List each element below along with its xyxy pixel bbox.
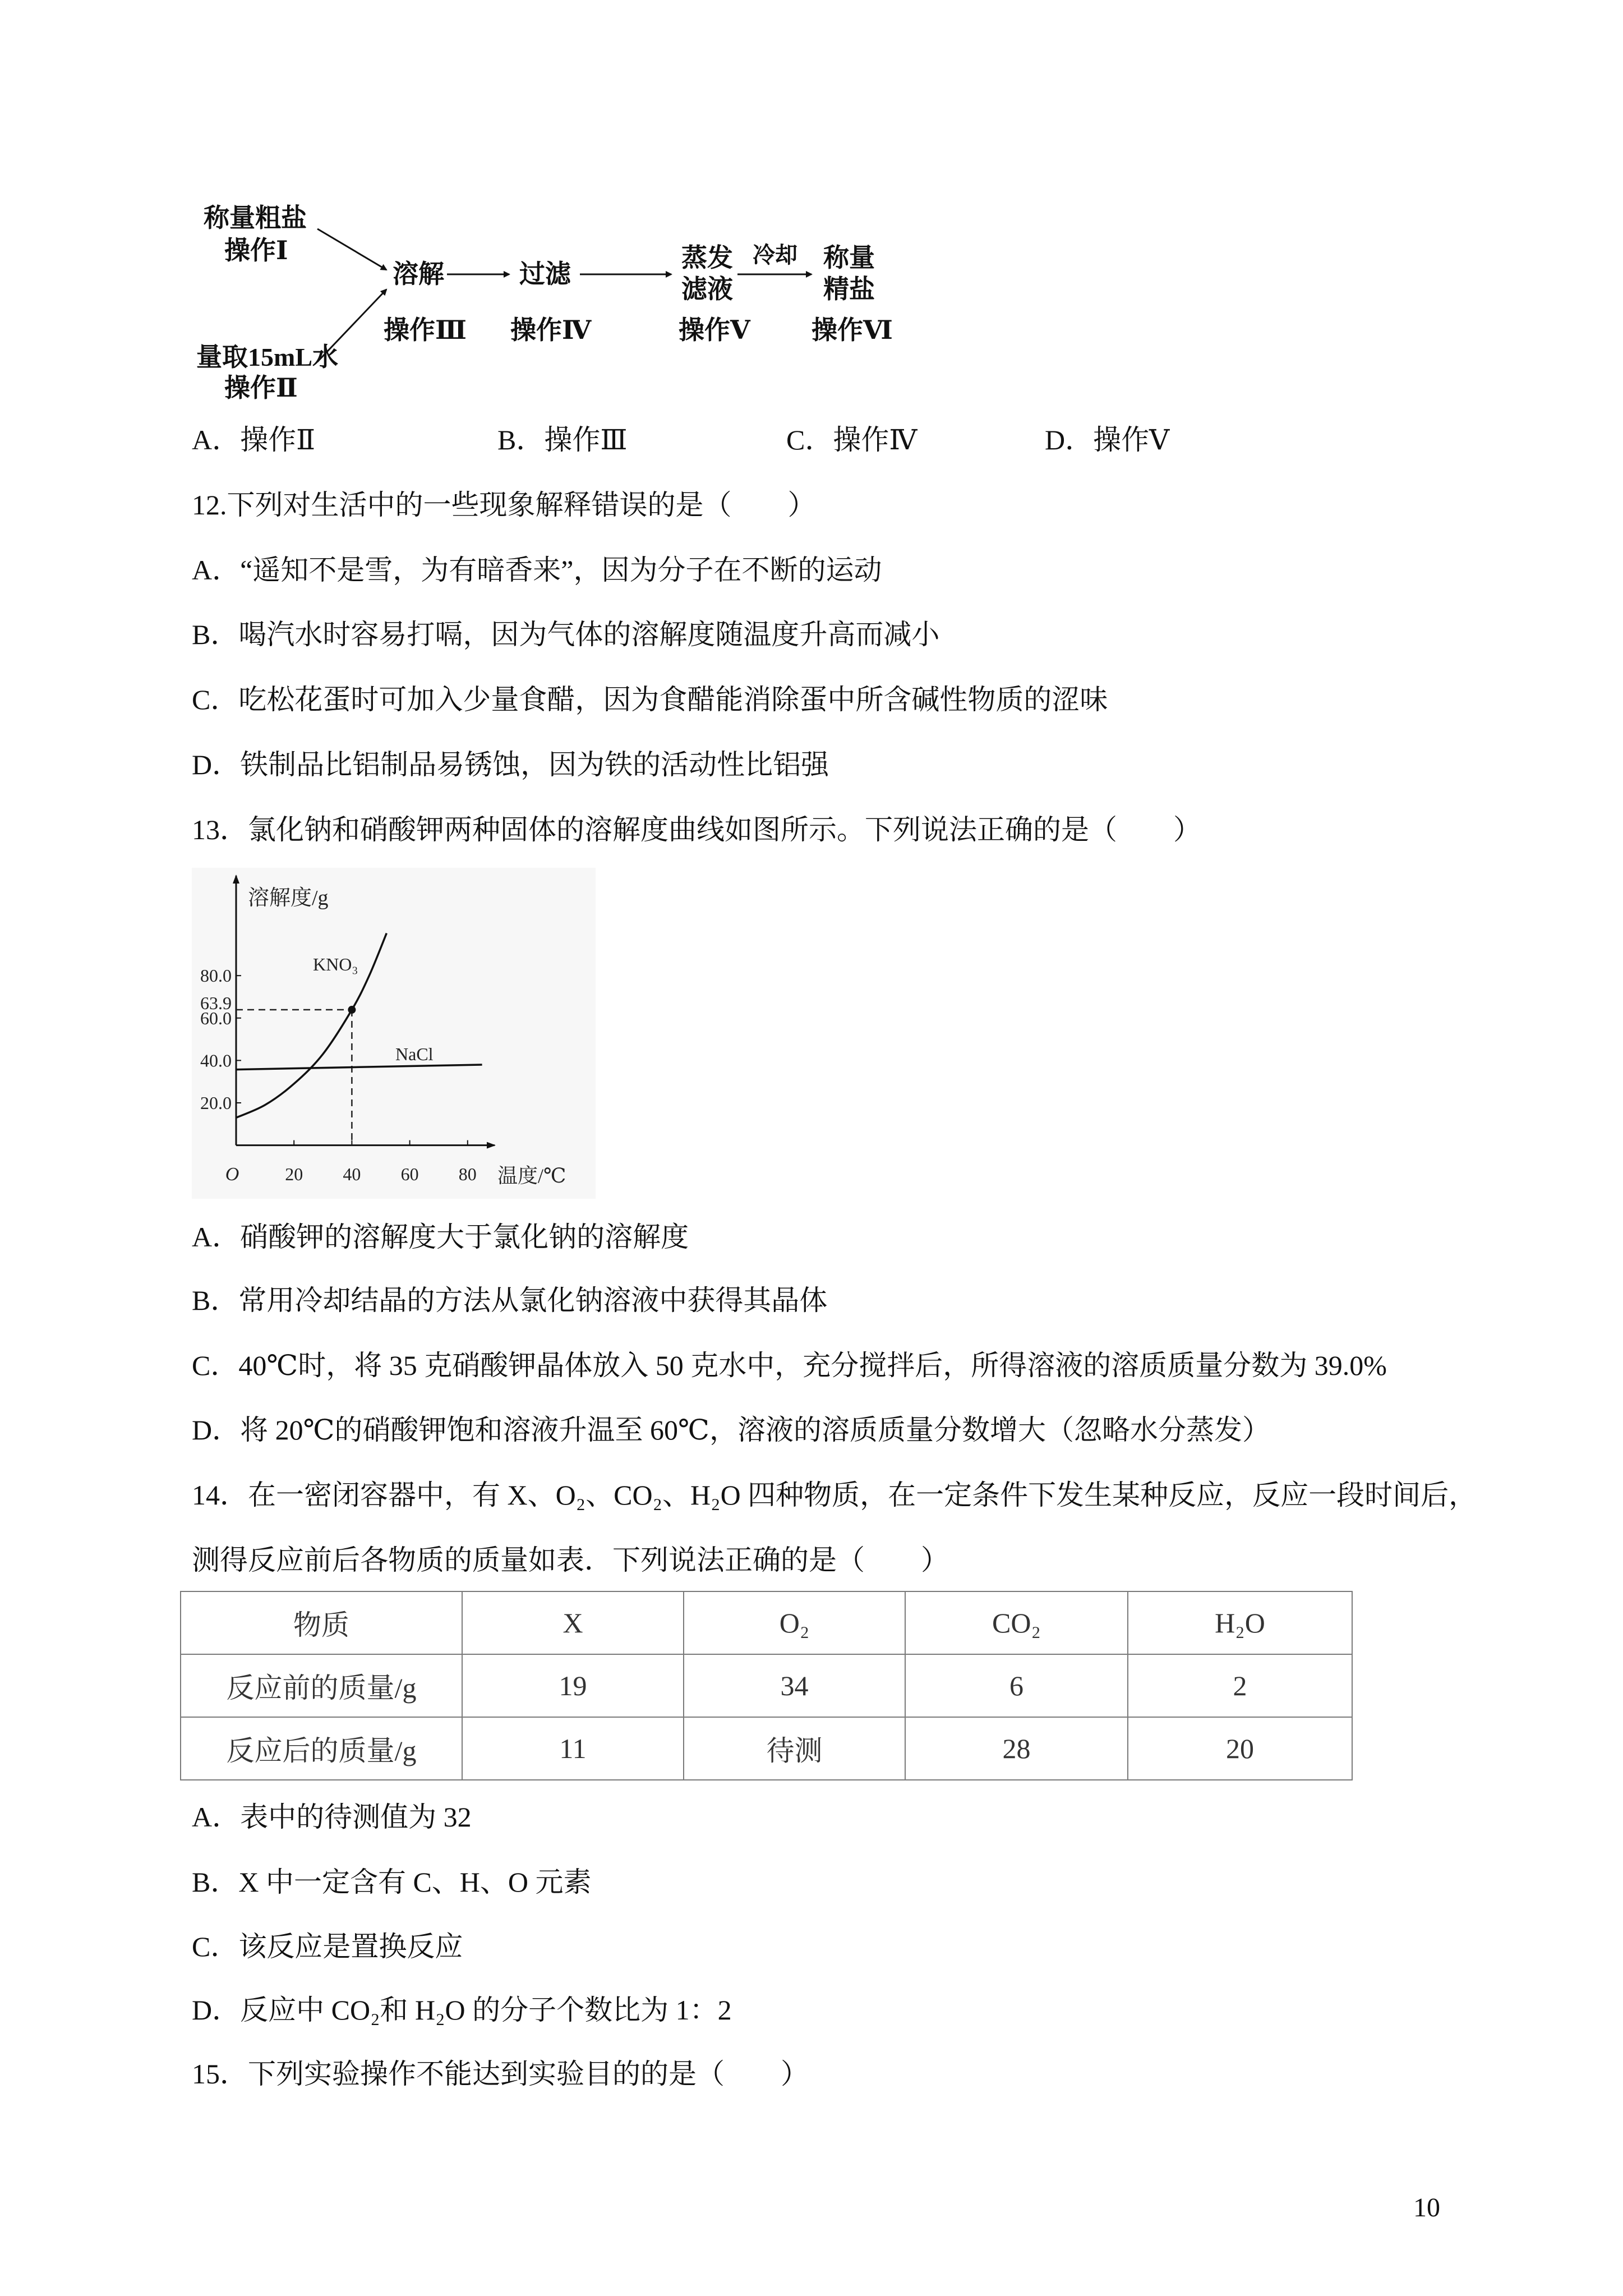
table-header-row [181,1591,1352,1654]
q13-option-a: A．硝酸钾的溶解度大于氯化钠的溶解度 [192,1221,689,1253]
q12-option-d: D．铁制品比铝制品易锈蚀，因为铁的活动性比铝强 [192,749,829,780]
y-tick-label: 20.0 [200,1093,232,1113]
q14-option-b: B．X 中一定含有 C、H、O 元素 [192,1866,592,1898]
x-tick-label: 40 [343,1164,361,1184]
q11-option-d: D．操作Ⅴ [1045,424,1170,455]
mass-table [180,1591,1353,1780]
table-header-cell: H₂O [1128,1591,1352,1654]
q13-option-c: C．40℃时，将 35 克硝酸钾晶体放入 50 克水中，充分搅拌后，所得溶液的溶质质量分数为 39.0% [192,1350,1387,1381]
q12-option-c: C．吃松花蛋时可加入少量食醋，因为食醋能消除蛋中所含碱性物质的涩味 [192,684,1108,715]
node-op-1: 操作Ⅰ [224,236,288,265]
node-dissolve: 溶解 [393,260,444,288]
node-measure-water: 量取15mL水 [196,343,338,371]
x-tick-label: 20 [285,1164,303,1184]
q13-option-d: D．将 20℃的硝酸钾饱和溶液升温至 60℃，溶液的溶质质量分数增大（忽略水分蒸发） [192,1414,1270,1446]
table-cell: 34 [684,1654,905,1717]
x-tick-label: 60 [400,1164,419,1184]
node-evaporate-line1: 蒸发 [681,243,733,272]
table-cell: 11 [462,1717,684,1780]
y-tick-label: 80.0 [200,965,232,986]
node-op-2: 操作Ⅱ [224,374,298,402]
x-tick-label: 80 [458,1164,477,1184]
solubility-chart [192,868,596,1199]
x-axis-label: 温度/℃ [497,1165,566,1187]
table-cell: 反应后的质量/g [181,1717,462,1780]
node-op-6: 操作Ⅵ [811,316,893,344]
salt-purification-flow-diagram [191,191,920,415]
table-cell: 待测 [684,1717,905,1780]
q13-stem: 13．氯化钠和硝酸钾两种固体的溶解度曲线如图所示。下列说法正确的是（ ） [192,814,1201,845]
y-tick-label: 60.0 [200,1007,232,1028]
series-label-nacl: NaCl [395,1044,434,1064]
table-cell: 19 [462,1654,684,1717]
node-weigh-line2: 精盐 [823,275,875,303]
node-filter: 过滤 [519,260,571,288]
table-cell: 2 [1128,1654,1352,1717]
chart-background [192,868,596,1199]
y-tick-label: 63.9 [200,992,232,1013]
series-label-kno3: KNO₃ [313,954,358,974]
arrow-weigh-to-dissolve [317,229,386,270]
q12-stem: 12.下列对生活中的一些现象解释错误的是（ ） [192,489,816,521]
highlight-point [348,1006,356,1014]
table-cell: 20 [1128,1717,1352,1780]
node-cool: 冷却 [753,242,797,268]
table-cell: 6 [905,1654,1128,1717]
page-number: 10 [1413,2193,1440,2223]
table-row [181,1717,1352,1780]
q12-option-b: B．喝汽水时容易打嗝，因为气体的溶解度随温度升高而减小 [192,619,940,650]
node-op-5: 操作Ⅴ [679,316,750,344]
y-tick-label: 40.0 [200,1050,232,1071]
q13-option-b: B．常用冷却结晶的方法从氯化钠溶液中获得其晶体 [192,1285,828,1316]
q11-option-c: C．操作Ⅳ [786,424,917,455]
table-header-cell: O₂ [684,1591,905,1654]
q12-option-a: A．“遥知不是雪，为有暗香来”，因为分子在不断的运动 [192,554,882,586]
q14-option-d: D．反应中 CO₂和 H₂O 的分子个数比为 1：2 [192,1994,732,2026]
node-weigh-line1: 称量 [823,243,875,272]
node-op-4: 操作Ⅳ [510,316,592,344]
table-header-cell: 物质 [181,1591,462,1654]
q11-option-b: B．操作Ⅲ [497,424,628,455]
q15-stem: 15．下列实验操作不能达到实验目的的是（ ） [192,2058,809,2090]
table-header-cell: CO₂ [905,1591,1128,1654]
q14-stem-line2: 测得反应前后各物质的质量如表．下列说法正确的是（ ） [192,1544,949,1576]
table-cell: 反应前的质量/g [181,1654,462,1717]
node-evaporate-line2: 滤液 [681,275,733,303]
y-axis-label: 溶解度/g [248,886,329,910]
q14-option-a: A．表中的待测值为 32 [192,1801,472,1833]
q14-option-c: C．该反应是置换反应 [192,1931,463,1962]
q14-stem-line1: 14．在一密闭容器中，有 X、O₂、CO₂、H₂O 四种物质，在一定条件下发生某种反应，反应一段时间后， [192,1479,1477,1511]
table-header-cell: X [462,1591,684,1654]
origin-label: O [225,1164,239,1185]
node-op-3: 操作Ⅲ [384,316,467,344]
node-weigh-crude-salt: 称量粗盐 [204,204,307,232]
q11-option-a: A．操作Ⅱ [192,424,316,455]
table-row [181,1654,1352,1717]
table-cell: 28 [905,1717,1128,1780]
